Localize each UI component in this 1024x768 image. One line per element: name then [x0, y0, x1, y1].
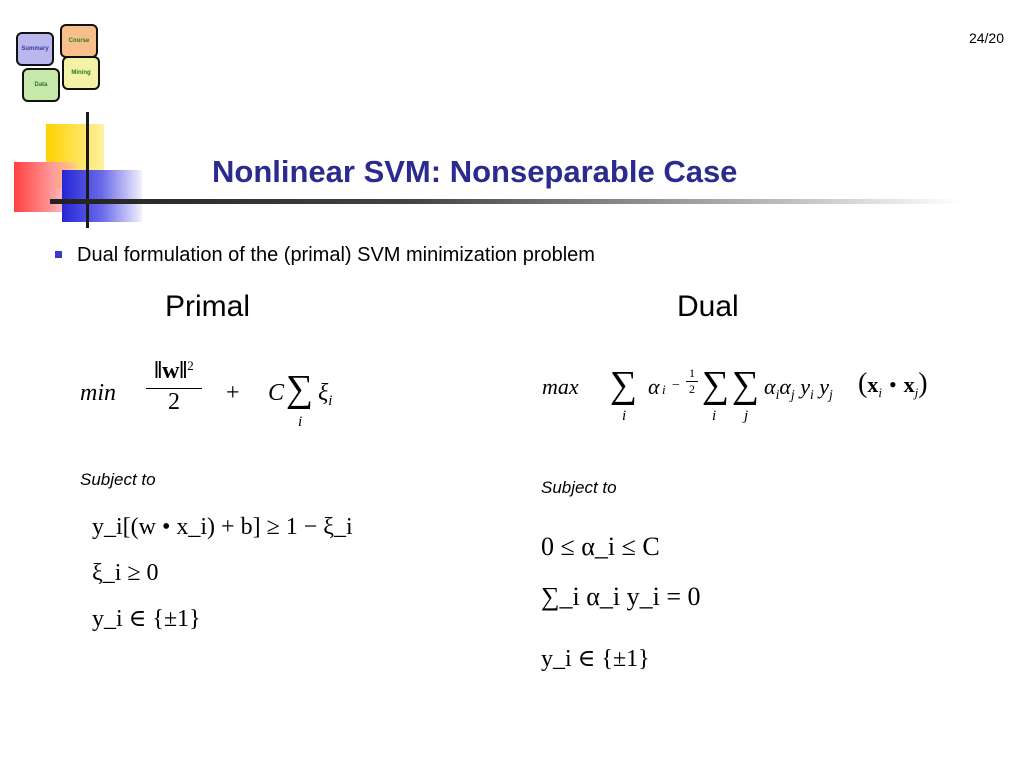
alpha-sub-i: i: [662, 382, 666, 397]
decor-blue-square: [62, 170, 142, 222]
primal-constraint-3: y_i ∈ {±1}: [92, 606, 201, 632]
sum-symbol: ∑: [286, 368, 314, 410]
primal-constraint-1: y_i[(w • x_i) + b] ≥ 1 − ξ_i: [92, 514, 353, 540]
primal-heading: Primal: [165, 290, 251, 323]
norm-w: ‖w‖: [154, 358, 188, 384]
sum-symbol-3: ∑: [732, 364, 760, 406]
decor-vertical-line: [86, 112, 89, 228]
dual-heading: Dual: [677, 290, 739, 323]
dual-constraint-3: y_i ∈ {±1}: [541, 646, 650, 672]
alpha-i-alpha-j: $\alpha_i\alpha_j$ $y_i$ $y_j$: [764, 374, 833, 402]
puzzle-piece-data: Data: [22, 68, 60, 102]
puzzle-piece-mining: Mining: [62, 56, 100, 90]
puzzle-piece-course: Course: [60, 24, 98, 58]
page-number: 24/20: [968, 30, 1004, 46]
alpha-term: α: [648, 374, 660, 399]
half-fraction: 1 2: [686, 366, 698, 397]
min-label: min: [80, 380, 116, 406]
xi-term: $\xi_i$: [318, 380, 333, 410]
minus-sign: −: [672, 378, 680, 393]
kernel-term: (xi • xj): [858, 368, 928, 400]
primal-fraction: [146, 358, 202, 416]
primal-constraint-2: ξ_i ≥ 0: [92, 560, 159, 586]
bullet-text: Dual formulation of the (primal) SVM minimization problem: [77, 244, 595, 266]
dual-constraint-2: ∑_i α_i y_i = 0: [541, 582, 701, 611]
dual-objective: [542, 362, 942, 432]
primal-subject-to: Subject to: [80, 470, 156, 489]
sum-index: i: [298, 414, 303, 430]
dual-constraint-1: 0 ≤ α_i ≤ C: [541, 532, 660, 561]
slide-title: Nonlinear SVM: Nonseparable Case: [212, 154, 738, 189]
dual-subject-to: Subject to: [541, 478, 617, 497]
sum-index-i-1: i: [622, 408, 627, 424]
sum-index-j: j: [744, 408, 749, 424]
primal-objective: [80, 350, 360, 430]
sum-symbol-2: ∑: [702, 364, 730, 406]
puzzle-piece-summary: Summary: [16, 32, 54, 66]
puzzle-logo: [8, 10, 116, 102]
title-underline: [50, 199, 960, 204]
denominator-two: 2: [168, 389, 180, 415]
sum-index-i-2: i: [712, 408, 717, 424]
bullet-square-icon: [55, 251, 62, 258]
sum-symbol-1: ∑: [610, 364, 638, 406]
max-label: max: [542, 374, 579, 399]
c-constant: C: [268, 380, 285, 406]
power-two: 2: [187, 358, 194, 373]
plus-sign: +: [226, 380, 240, 406]
